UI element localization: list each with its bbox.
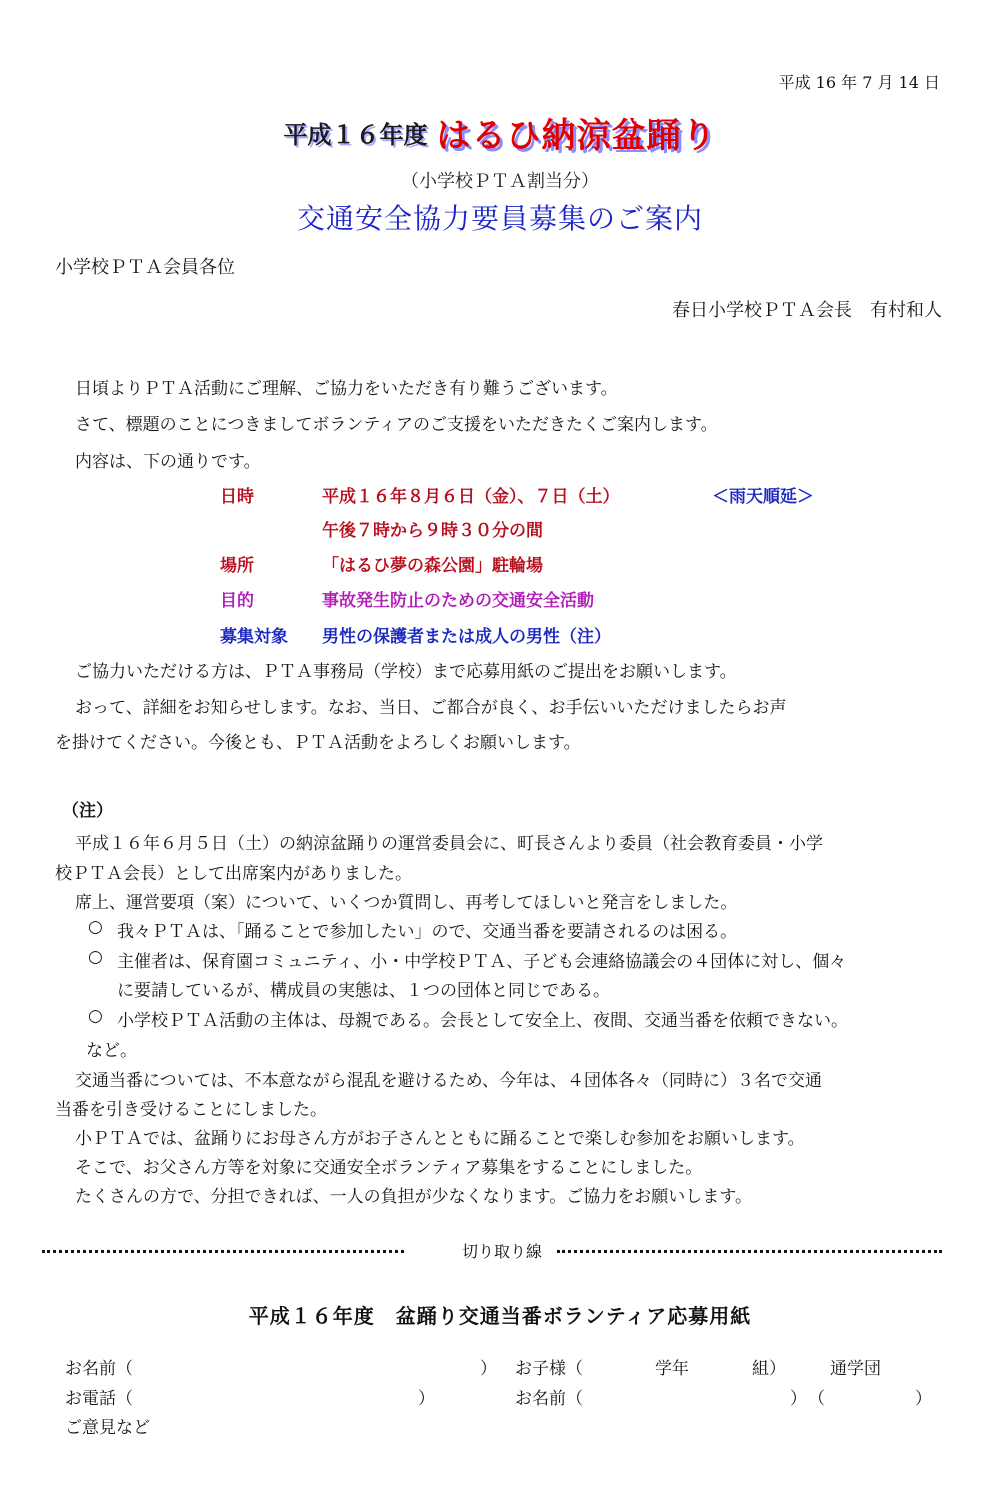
note-p4: 小ＰＴＡでは、盆踊りにお母さん方がお子さんとともに踊ることで楽しむ参加をお願いします。 <box>75 1129 805 1149</box>
headline: 交通安全協力要員募集のご案内 <box>296 202 703 235</box>
form-name-label: お名前（ <box>65 1359 133 1379</box>
note-p1-line-2: 校ＰＴＡ会長）として出席案内がありました。 <box>55 864 412 884</box>
form-phone-label: お電話（ <box>65 1389 133 1409</box>
recipient: 小学校ＰＴＡ会員各位 <box>55 257 235 278</box>
bullet-icon: ○ <box>88 1006 103 1026</box>
form-title: 平成１６年度 盆踊り交通当番ボランティア応募用紙 <box>248 1304 752 1328</box>
cut-line-dots-right <box>557 1250 942 1253</box>
purpose-label: 目的 <box>220 591 254 611</box>
closing-line-1: ご協力いただける方は、ＰＴＡ事務局（学校）まで応募用紙のご提出をお願いします。 <box>75 662 737 682</box>
subtitle: （小学校ＰＴＡ割当分） <box>401 171 599 192</box>
intro-line-1: 日頃よりＰＴＡ活動にご理解、ご協力をいただき有り難うございます。 <box>75 379 618 399</box>
note-p3-line-1: 交通当番については、不本意ながら混乱を避けるため、今年は、４団体各々（同時に）３名で交通 <box>75 1071 822 1091</box>
cut-line-label: 切り取り線 <box>462 1242 543 1261</box>
form-grade-label: 学年 <box>655 1359 689 1379</box>
target-value: 男性の保護者または成人の男性（注） <box>322 627 611 647</box>
intro-line-2: さて、標題のことにつきましてボランティアのご支援をいただきたくご案内します。 <box>75 415 718 435</box>
cut-line-dots-left <box>42 1250 404 1253</box>
purpose-value: 事故発生防止のための交通安全活動 <box>322 591 594 611</box>
rain-note: ＜雨天順延＞ <box>712 487 814 507</box>
form-class-label: 組） <box>752 1359 786 1379</box>
form-group-label: 通学団 <box>830 1359 881 1379</box>
note-item-2-line-2: に要請しているが、構成員の実態は、１つの団体と同じである。 <box>117 981 610 1001</box>
cut-line <box>42 1239 942 1263</box>
time-value: 午後７時から９時３０分の間 <box>322 521 543 541</box>
form-phone-close: ） <box>418 1389 435 1409</box>
sender: 春日小学校ＰＴＡ会長 有村和人 <box>672 300 942 321</box>
form-child-name-close: ） <box>790 1389 807 1409</box>
bullet-icon: ○ <box>88 917 103 937</box>
note-p6: たくさんの方で、分担できれば、一人の負担が少なくなります。ご協力をお願いします。 <box>75 1187 752 1207</box>
title-year: 平成１６年度 <box>283 121 428 149</box>
note-item-1: 我々ＰＴＡは、「踊ることで参加したい」ので、交通当番を要請されるのは困る。 <box>117 922 738 942</box>
form-extra-open: （ <box>808 1389 825 1409</box>
intro-line-3: 内容は、下の通りです。 <box>75 452 261 472</box>
form-comments-label: ご意見など <box>65 1418 150 1438</box>
form-extra-close: ） <box>915 1389 932 1409</box>
closing-line-3: を掛けてください。今後とも、ＰＴＡ活動をよろしくお願いします。 <box>55 733 581 753</box>
datetime-label: 日時 <box>220 487 254 507</box>
form-child-name-label: お名前（ <box>515 1389 583 1409</box>
note-p1-line-1: 平成１６年６月５日（土）の納涼盆踊りの運営委員会に、町長さんより委員（社会教育委員・小学 <box>75 834 823 854</box>
note-item-3: 小学校ＰＴＡ活動の主体は、母親である。会長として安全上、夜間、交通当番を依頼できない。 <box>117 1011 848 1031</box>
note-p2: 席上、運営要項（案）について、いくつか質問し、再考してほしいと発言をしました。 <box>75 893 738 913</box>
note-etc: など。 <box>86 1041 137 1061</box>
form-name-close: ） <box>480 1359 497 1379</box>
title-event: はるひ納涼盆踊り <box>436 116 717 156</box>
note-heading: （注） <box>62 801 113 821</box>
title <box>0 108 1000 157</box>
document-date: 平成 16 年 7 月 14 日 <box>778 73 940 92</box>
bullet-icon: ○ <box>88 947 103 967</box>
form-child-label: お子様（ <box>515 1359 583 1379</box>
note-item-2-line-1: 主催者は、保育園コミュニティ、小・中学校ＰＴＡ、子ども会連絡協議会の４団体に対し、個々 <box>117 952 847 972</box>
closing-line-2: おって、詳細をお知らせします。なお、当日、ご都合が良く、お手伝いいただけましたらお声 <box>75 698 787 718</box>
datetime-value: 平成１６年８月６日（金）、７日（土） <box>322 487 620 507</box>
place-label: 場所 <box>220 556 254 576</box>
target-label: 募集対象 <box>220 627 288 647</box>
note-p5: そこで、お父さん方等を対象に交通安全ボランティア募集をすることにしました。 <box>75 1158 703 1178</box>
place-value: 「はるひ夢の森公園」駐輪場 <box>322 556 543 576</box>
note-p3-line-2: 当番を引き受けることにしました。 <box>55 1100 327 1120</box>
